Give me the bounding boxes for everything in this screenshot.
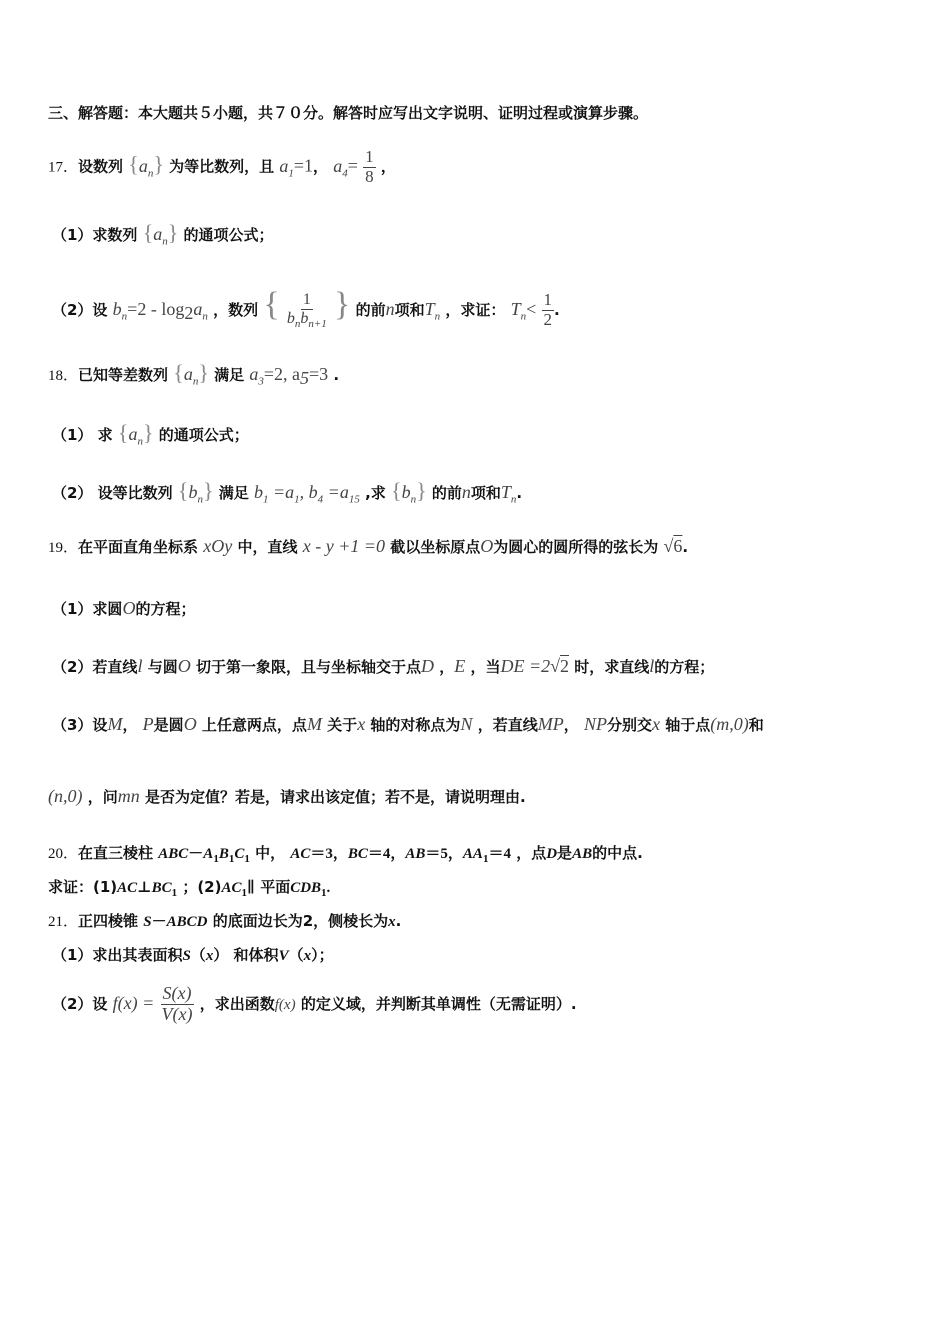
q19-part-3: （3）设M， P是圆O 上任意两点，点M 关于x 轴的对称点为N ，若直线MP， NP分别交x 轴于点(m,0)和	[52, 714, 764, 734]
q20-proof: 求证：$(1)AC\perp BC_1$ ；$(2)AC_1\parallel$ 平面$CDB_1$.	[48, 878, 331, 899]
question-21: 21．正四棱锥 S－ABCD 的底面边长为2，侧棱长为x.	[48, 912, 402, 930]
question-18: 18．已知等差数列 $\{a_n\}$ 满足 $a_3=2$, $a_5=3$ .	[48, 360, 340, 388]
question-17: 17．设数列 $\{a_n\}$ 为等比数列，且 $a_1=1$， $a_4=$ $\frac{1}{8}$ ，	[48, 147, 396, 186]
q21-part-1: （1）求出其表面积S（x） 和体积V（x）；	[52, 946, 334, 964]
q21-part-2: （2）设 f(x) = $\frac{S(x)}{V(x)}$ ，求出函数f(x) 的定义域，并判断其单调性（无需证明）.	[52, 983, 577, 1024]
q18-part-2: （2） 设等比数列 $\{b_n\}$ 满足 $b_1 =a_1$, $b_4 =a_{15}$ ,求 $\{b_n\}$ 的前n项和$T_n$.	[52, 478, 523, 506]
q19-part-3-cont: (n,0) ，问mn 是否为定值？若是，请求出该定值；若不是，请说明理由.	[48, 786, 526, 806]
q18-part-1: （1） 求 $\{a_n\}$ 的通项公式；	[52, 420, 249, 448]
question-20: 20．在直三棱柱 $ABC-A_1B_1C_1$ 中， AC＝3，BC＝4，AB＝5，$AA_1=4$ ，点D是AB的中点.	[48, 844, 643, 865]
question-19: 19．在平面直角坐标系 xOy 中，直线 x - y +1 =0 截以坐标原点O为圆心的圆所得的弦长为 √6.	[48, 536, 689, 556]
q17-part-1: （1）求数列 $\{a_n\}$ 的通项公式；	[52, 220, 274, 248]
q19-part-2: （2）若直线l 与圆O 切于第一象限，且与坐标轴交于点D ，E ，当DE =2√2 时，求直线l的方程；	[52, 656, 715, 676]
section-heading: 三、解答题：本大题共５小题，共７０分。解答时应写出文字说明、证明过程或演算步骤。	[48, 104, 649, 122]
q17-part-2: （2）设 $b_n=2 - \log_2a_n$ ，数列 { $\frac{1}{b_nb_{n+1}}$ } 的前n项和$T_n$ ，求证： $T_n<$ $\frac{1}{2}$ .	[52, 286, 560, 330]
q19-part-1: （1）求圆O的方程；	[52, 598, 196, 618]
